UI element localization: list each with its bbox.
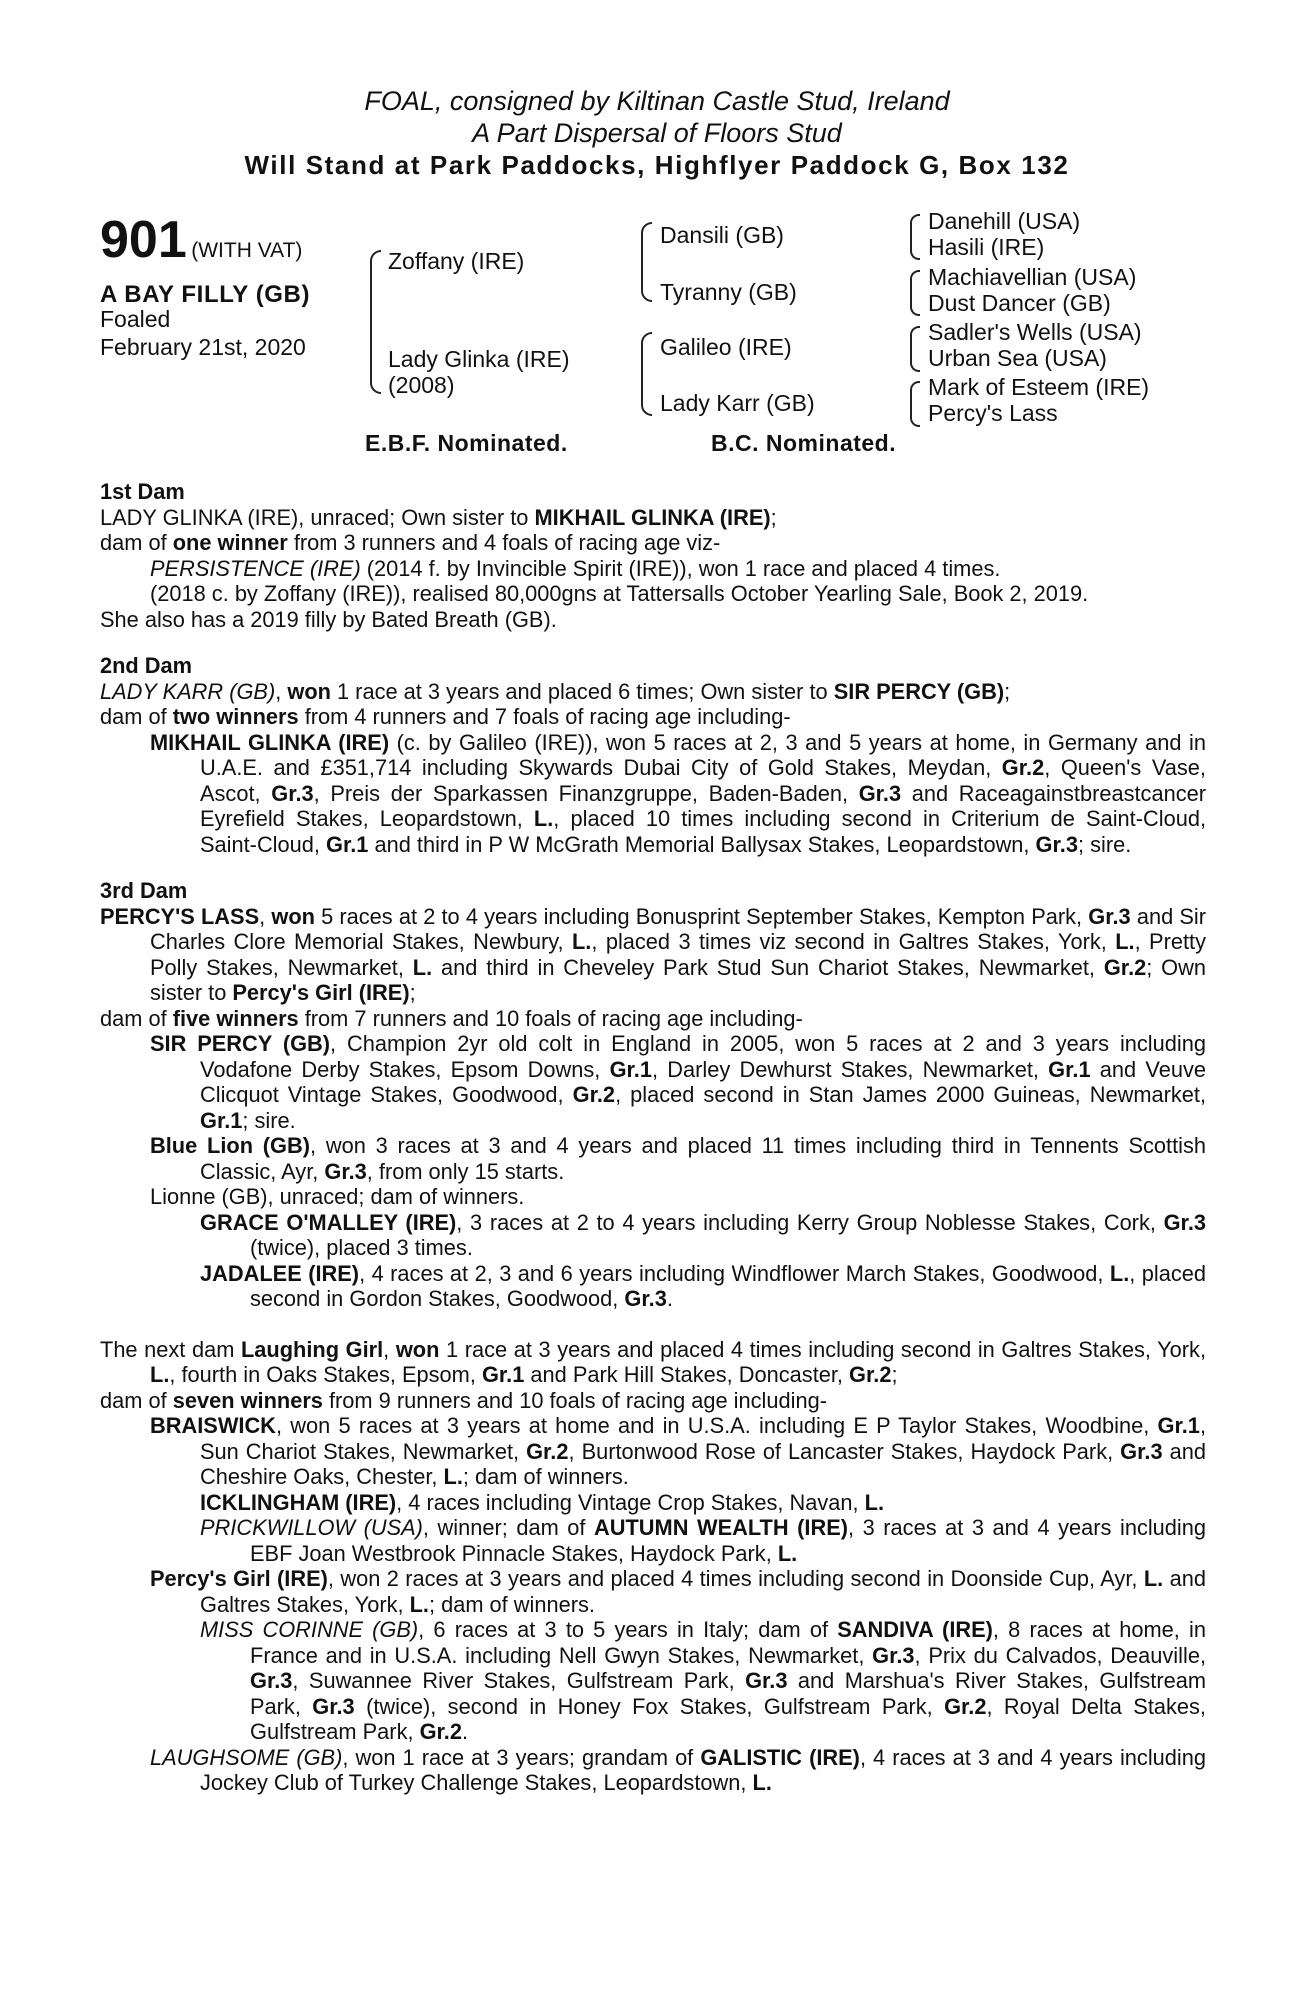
pedigree-sss: Danehill (USA) [928,208,1081,234]
pedigree-sdd: Dust Dancer (GB) [928,290,1111,316]
second-dam-heading: 2nd Dam [100,653,193,678]
second-dam-line: LADY KARR (GB), won 1 race at 3 years and placed 6 times; Own sister to SIR PERCY (GB); [100,678,1011,704]
first-dam-line: LADY GLINKA (IRE), unraced; Own sister to MIKHAIL GLINKA (IRE); [100,504,777,530]
progeny-entry: SIR PERCY (GB), Champion 2yr old colt in England in 2005, won 5 races at 2 and 3 years including Vodafone Derby Stakes, Epsom Downs, Gr.1, Darley Dewhurst Stakes, Newmarket, Gr.1 and Veuve Clicquot Vintage Stakes, Goodwood, Gr.2, placed second in Stan James 2000 Guineas, Newmarket, Gr.1; sire. [150,1031,1206,1133]
pedigree-sire-sire: Dansili (GB) [660,222,784,248]
header-consignor: FOAL, consigned by Kiltinan Castle Stud, Ireland [364,86,950,116]
first-dam-note: She also has a 2019 filly by Bated Breath (GB). [100,606,557,632]
pedigree-brace [910,326,920,372]
progeny-entry: LAUGHSOME (GB), won 1 race at 3 years; grandam of GALISTIC (IRE), 4 races at 3 and 4 years including Jockey Club of Turkey Challenge Stakes, Leopardstown, L. [150,1744,1206,1795]
foaled-label: Foaled [100,306,171,332]
lot-number: 901 [100,211,187,269]
pedigree-sds: Machiavellian (USA) [928,264,1137,290]
grand-progeny-entry: GRACE O'MALLEY (IRE), 3 races at 2 to 4 years including Kerry Group Noblesse Stakes, Cork, Gr.3 (twice), placed 3 times. [200,1209,1207,1260]
next-dam-line: The next dam Laughing Girl, won 1 race at 3 years and placed 4 times including second in Galtres Stakes, York, L., fourth in Oaks Stakes, Epsom, Gr.1 and Park Hill Stakes, Doncaster, Gr.2; [100,1336,1206,1387]
pedigree-dam: Lady Glinka (IRE) [388,346,570,372]
progeny-entry: PERSISTENCE (IRE) (2014 f. by Invincible Spirit (IRE)), won 1 race and placed 4 times. [150,555,1001,581]
progeny-entry: (2018 c. by Zoffany (IRE)), realised 80,000gns at Tattersalls October Yearling Sale, Book 2, 2019. [150,581,1089,606]
bc-nomination: B.C. Nominated. [711,430,897,456]
ebf-nomination: E.B.F. Nominated. [365,430,568,456]
pedigree-dsd: Urban Sea (USA) [928,345,1107,371]
first-dam-heading: 1st Dam [100,479,185,504]
pedigree-brace [910,381,920,427]
grand-progeny-entry: MISS CORINNE (GB), 6 races at 3 to 5 years in Italy; dam of SANDIVA (IRE), 8 races at home, in France and in U.S.A. including Nell Gwyn Stakes, Newmarket, Gr.3, Prix du Calvados, Deauville, Gr.3, Suwannee River Stakes, Gulfstream Park, Gr.3 and Marshua's River Stakes, Gulfstream Park, Gr.3 (twice), second in Honey Fox Stakes, Gulfstream Park, Gr.2, Royal Delta Stakes, Gulfstream Park, Gr.2. [200,1617,1206,1744]
grand-progeny-entry: ICKLINGHAM (IRE), 4 races including Vintage Crop Stakes, Navan, L. [200,1489,885,1515]
pedigree-brace [910,270,920,316]
pedigree-ddd: Percy's Lass [928,400,1058,426]
pedigree-dam-dam: Lady Karr (GB) [660,390,815,416]
pedigree-brace [370,250,381,394]
second-dam-record: dam of two winners from 4 runners and 7 foals of racing age including- [100,704,791,729]
first-dam-record: dam of one winner from 3 runners and 4 foals of racing age viz- [100,530,721,555]
progeny-entry: Blue Lion (GB), won 3 races at 3 and 4 years and placed 11 times including third in Tennents Scottish Classic, Ayr, Gr.3, from only 15 starts. [150,1133,1206,1184]
progeny-entry: Lionne (GB), unraced; dam of winners. [150,1184,525,1209]
next-dam-record: dam of seven winners from 9 runners and 10 foals of racing age including- [100,1387,827,1413]
pedigree-ssd: Hasili (IRE) [928,234,1045,260]
header-dispersal: A Part Dispersal of Floors Stud [472,118,842,148]
pedigree-sire: Zoffany (IRE) [388,248,525,274]
pedigree-dds: Mark of Esteem (IRE) [928,374,1150,400]
third-dam-record: dam of five winners from 7 runners and 10 foals of racing age including- [100,1005,803,1031]
vat-label: (WITH VAT) [191,239,303,262]
grand-progeny-entry: PRICKWILLOW (USA), winner; dam of AUTUMN WEALTH (IRE), 3 races at 3 and 4 years including EBF Joan Westbrook Pinnacle Stakes, Haydock Park, L. [200,1515,1207,1566]
pedigree-sire-dam: Tyranny (GB) [660,279,797,305]
pedigree-dss: Sadler's Wells (USA) [928,319,1142,345]
pedigree-dam-sire: Galileo (IRE) [660,334,792,360]
third-dam-heading: 3rd Dam [100,878,188,903]
lot-number-line [100,210,302,270]
progeny-entry: MIKHAIL GLINKA (IRE) (c. by Galileo (IRE)), won 5 races at 2, 3 and 5 years at home, in Germany and in U.A.E. and £351,714 including Skywards Dubai City of Gold Stakes, Meydan, Gr.2, Queen's Vase, Ascot, Gr.3, Preis der Sparkassen Finanzgruppe, Baden-Baden, Gr.3 and Raceagainstbreastcancer Eyrefield Stakes, Leopardstown, L., placed 10 times including second in Criterium de Saint-Cloud, Saint-Cloud, Gr.1 and third in P W McGrath Memorial Ballysax Stakes, Leopardstown, Gr.3; sire. [150,729,1207,857]
catalogue-body [100,479,1206,1796]
pedigree-brace [641,332,652,416]
pedigree-dam-year: (2008) [388,372,455,398]
pedigree-brace [641,222,652,302]
progeny-entry: BRAISWICK, won 5 races at 3 years at home and in U.S.A. including E P Taylor Stakes, Woodbine, Gr.1, Sun Chariot Stakes, Newmarket, Gr.2, Burtonwood Rose of Lancaster Stakes, Haydock Park, Gr.3 and Cheshire Oaks, Chester, L.; dam of winners. [150,1413,1206,1489]
lot-name: A BAY FILLY (GB) [100,281,311,308]
grand-progeny-entry: JADALEE (IRE), 4 races at 2, 3 and 6 years including Windflower March Stakes, Goodwood, L., placed second in Gordon Stakes, Goodwood, Gr.3. [200,1260,1206,1311]
progeny-entry: Percy's Girl (IRE), won 2 races at 3 years and placed 4 times including second in Doonside Cup, Ayr, L. and Galtres Stakes, York, L.; dam of winners. [150,1566,1206,1617]
third-dam-line: PERCY'S LASS, won 5 races at 2 to 4 years including Bonusprint September Stakes, Kempton Park, Gr.3 and Sir Charles Clore Memorial Stakes, Newbury, L., placed 3 times viz second in Galtres Stakes, York, L., Pretty Polly Stakes, Newmarket, L. and third in Cheveley Park Stud Sun Chariot Stakes, Newmarket, Gr.2; Own sister to Percy's Girl (IRE); [100,903,1207,1005]
header-stand: Will Stand at Park Paddocks, Highflyer Paddock G, Box 132 [244,150,1070,180]
pedigree-brace [910,214,920,260]
foaled-date: February 21st, 2020 [100,334,306,360]
